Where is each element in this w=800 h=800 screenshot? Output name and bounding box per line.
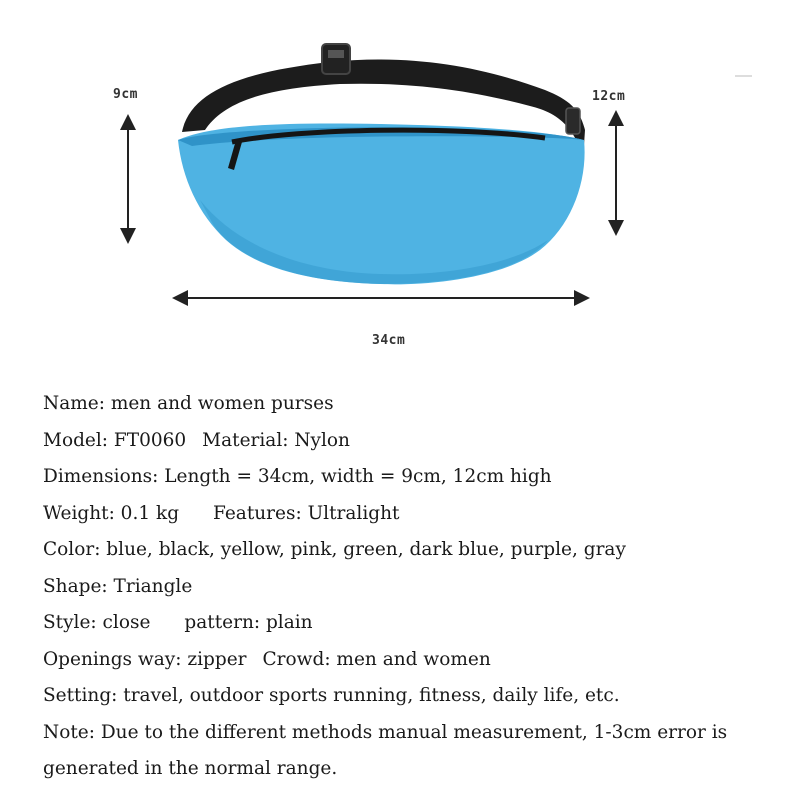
spec-openings-crowd [43, 642, 793, 679]
spec-openings-text: Openings way: zipper [43, 648, 247, 670]
spec-crowd-text: Crowd: men and women [262, 648, 491, 670]
spec-dimensions-text: Dimensions: Length = 34cm, width = 9cm, 12cm high [43, 466, 552, 487]
strap-buckle [322, 44, 350, 74]
spec-weight-text: Weight: 0.1 kg [43, 502, 180, 524]
spec-features-text: Features: Ultralight [213, 502, 400, 524]
waist-bag-illustration [0, 0, 800, 370]
height-label-left: 9cm [113, 87, 138, 102]
spec-note-line2 [43, 751, 793, 788]
spec-model-material [43, 423, 793, 460]
spec-style-text: Style: close [43, 612, 151, 633]
spec-shape [43, 569, 793, 606]
spec-pattern-text: pattern: plain [184, 612, 313, 633]
spec-color [43, 532, 793, 569]
spec-note-text-2: generated in the normal range. [43, 758, 338, 779]
product-figure [0, 0, 800, 370]
buckle-slot [328, 50, 344, 58]
spec-name-text: Name: men and women purses [43, 393, 334, 414]
spec-color-text: Color: blue, black, yellow, pink, green, dark blue, purple, gray [43, 539, 626, 560]
spec-name [43, 386, 793, 423]
spec-material-text: Material: Nylon [202, 429, 350, 451]
spec-setting-text: Setting: travel, outdoor sports running, fitness, daily life, etc. [43, 685, 620, 706]
side-clip [566, 108, 580, 134]
spec-style-pattern [43, 605, 793, 642]
spec-shape-text: Shape: Triangle [43, 575, 193, 597]
spec-weight-features [43, 496, 793, 533]
spec-note-text-1: Note: Due to the different methods manual measurement, 1-3cm error is [43, 721, 728, 743]
height-label-right: 12cm [592, 89, 626, 104]
spec-model-text: Model: FT0060 [43, 429, 187, 451]
length-label: 34cm [372, 333, 406, 348]
product-specs [43, 386, 793, 788]
spec-dimensions [43, 459, 793, 496]
spec-note-line1 [43, 715, 793, 752]
spec-setting [43, 678, 793, 715]
